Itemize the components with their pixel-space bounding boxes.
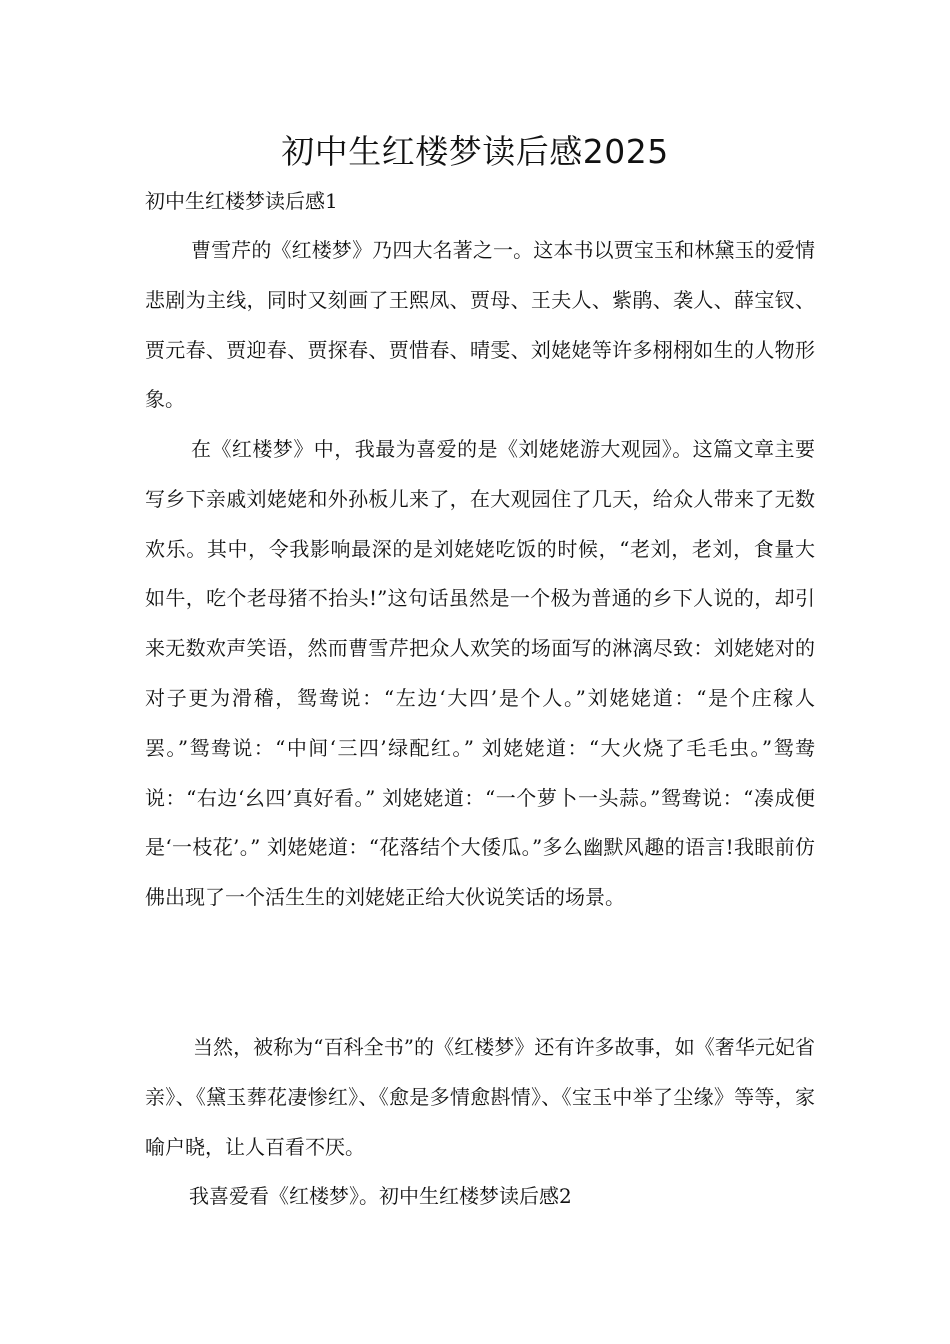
paragraph-4: 我喜爱看《红楼梦》。初中生红楼梦读后感2: [189, 1184, 572, 1208]
paragraph-3: 当然，被称为“百科全书”的《红楼梦》还有许多故事，如《奢华元妃省亲》、《黛玉葬花凄惨红》、《愈是多情愈斟情》、《宝玉中举了尘缘》等等，家喻户晓，让人百看不厌。: [145, 1035, 815, 1159]
document-title: 初中生红楼梦读后感2025: [281, 132, 669, 171]
document-subtitle: 初中生红楼梦读后感1: [145, 189, 338, 213]
paragraph-1: 曹雪芹的《红楼梦》乃四大名著之一。这本书以贾宝玉和林黛玉的爱情悲剧为主线，同时又刻画了王熙凤、贾母、王夫人、紫鹃、袭人、薛宝钗、贾元春、贾迎春、贾探春、贾惜春、晴雯、刘姥姥等许多栩栩如生的人物形象。: [145, 238, 815, 412]
paragraph-2: 在《红楼梦》中，我最为喜爱的是《刘姥姥游大观园》。这篇文章主要写乡下亲戚刘姥姥和外孙板儿来了，在大观园住了几天，给众人带来了无数欢乐。其中，令我影响最深的是刘姥姥吃饭的时候，“老刘，老刘，食量大如牛，吃个老母猪不抬头!”这句话虽然是一个极为普通的乡下人说的，却引来无数欢声笑语，然而曹雪芹把众人欢笑的场面写的淋漓尽致：刘姥姥对的对子更为滑稽，鸳鸯说：“左边‘大四’是个人。”刘姥姥道：“是个庄稼人罢。”鸳鸯说：“中间‘三四’绿配红。” 刘姥姥道：“大火烧了毛毛虫。”鸳鸯说：“右边‘幺四’真好看。” 刘姥姥道：“一个萝卜一头蒜。”鸳鸯说：“凑成便是‘一枝花’。” 刘姥姥道：“花落结个大倭瓜。”多么幽默风趣的语言!我眼前仿佛出现了一个活生生的刘姥姥正给大伙说笑话的场景。: [145, 437, 815, 910]
